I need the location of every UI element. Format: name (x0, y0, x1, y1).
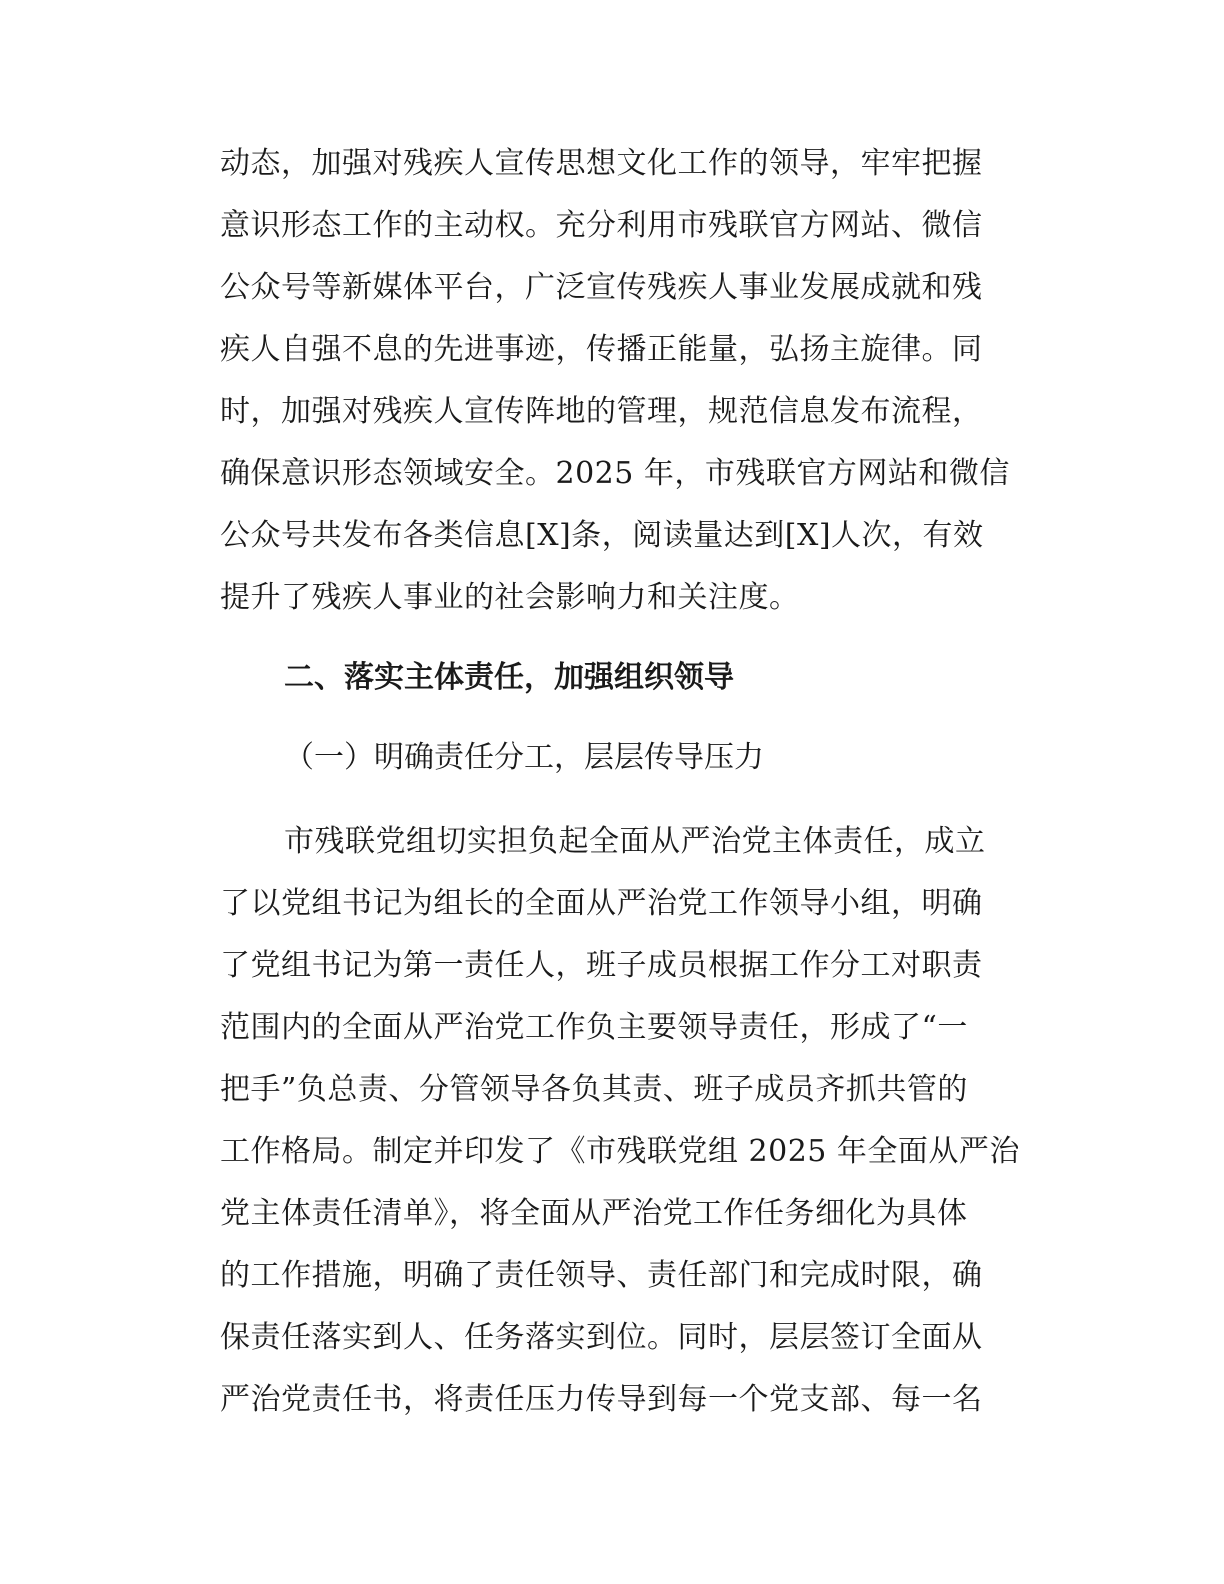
subsection-heading: （一）明确责任分工，层层传导压力 (284, 740, 764, 775)
paragraph-2-line: 了以党组书记为组长的全面从严治党工作领导小组，明确 (220, 886, 983, 921)
paragraph-2-line: 范围内的全面从严治党工作负主要领导责任，形成了“一 (220, 1010, 968, 1045)
paragraph-1-line: 意识形态工作的主动权。充分利用市残联官方网站、微信 (220, 208, 983, 243)
paragraph-2-line: 党主体责任清单》，将全面从严治党工作任务细化为具体 (220, 1196, 968, 1231)
paragraph-1-line: 公众号共发布各类信息[X]条，阅读量达到[X]人次，有效 (220, 518, 984, 553)
paragraph-2-line: 把手”负总责、分管领导各负其责、班子成员齐抓共管的 (220, 1072, 968, 1107)
paragraph-1-line: 确保意识形态领域安全。2025 年，市残联官方网站和微信 (220, 456, 1010, 491)
paragraph-2-line: 严治党责任书，将责任压力传导到每一个党支部、每一名 (220, 1382, 983, 1417)
paragraph-1-line: 提升了残疾人事业的社会影响力和关注度。 (220, 580, 800, 615)
paragraph-2-line: 工作格局。制定并印发了《市残联党组 2025 年全面从严治 (220, 1134, 1020, 1169)
section-heading: 二、落实主体责任，加强组织领导 (284, 660, 734, 695)
paragraph-1-line: 疾人自强不息的先进事迹，传播正能量，弘扬主旋律。同 (220, 332, 983, 367)
paragraph-2-line: 保责任落实到人、任务落实到位。同时，层层签订全面从 (220, 1320, 983, 1355)
paragraph-1-line: 动态，加强对残疾人宣传思想文化工作的领导，牢牢把握 (220, 146, 983, 181)
paragraph-2-line: 的工作措施，明确了责任领导、责任部门和完成时限，确 (220, 1258, 983, 1293)
paragraph-1-line: 公众号等新媒体平台，广泛宣传残疾人事业发展成就和残 (220, 270, 983, 305)
paragraph-2-line: 了党组书记为第一责任人，班子成员根据工作分工对职责 (220, 948, 983, 983)
paragraph-2-line: 市残联党组切实担负起全面从严治党主体责任，成立 (284, 824, 986, 859)
paragraph-1-line: 时，加强对残疾人宣传阵地的管理，规范信息发布流程， (220, 394, 983, 429)
